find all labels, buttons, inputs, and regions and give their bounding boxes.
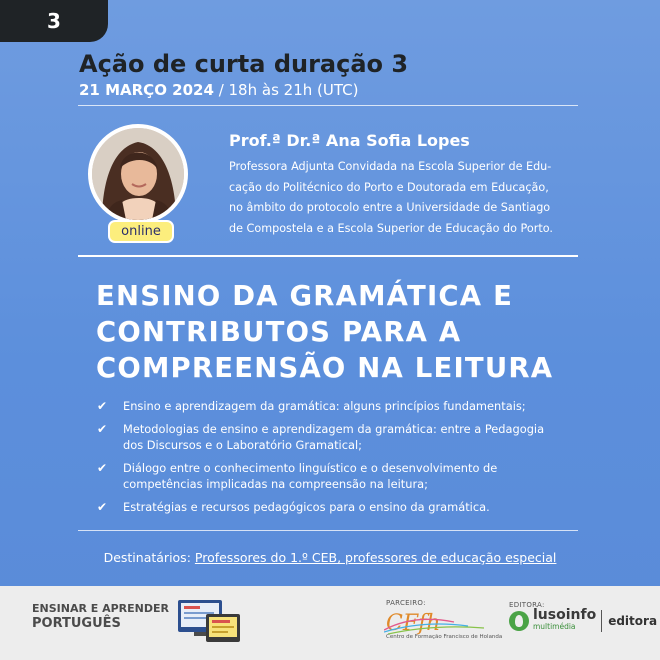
date-line — [79, 81, 358, 99]
speaker-bio-line: no âmbito do protocolo entre a Universidade de Santiago — [229, 201, 551, 214]
brand-line: PORTUGUÊS — [32, 616, 121, 631]
event-time: 18h às 21h (UTC) — [228, 81, 359, 99]
partner-label: PARCEIRO: — [386, 599, 426, 607]
avatar-photo — [92, 128, 184, 220]
divider-middle — [78, 255, 578, 257]
date-separator: / — [213, 81, 229, 99]
list-item — [97, 460, 567, 492]
publisher-wordmark — [533, 607, 597, 632]
check-icon: ✔ — [97, 461, 108, 475]
publisher-sub: multimédia — [533, 622, 576, 631]
check-icon: ✔ — [97, 422, 108, 436]
topic-text: Metodologias de ensino e aprendizagem da gramática: entre a Pedagogia dos Discursos e o Laboratório Gramatical; — [123, 422, 545, 452]
speaker-bio-line: cação do Politécnico do Porto e Doutorada em Educação, — [229, 180, 549, 194]
event-date: 21 MARÇO 2024 — [79, 81, 214, 99]
publisher-name: lusoinfo — [533, 607, 597, 623]
topic-list — [97, 398, 567, 522]
divider-top — [78, 105, 578, 106]
course-title-line: COMPREENSÃO NA LEITURA — [96, 352, 554, 384]
course-title — [96, 278, 636, 386]
partner-logo-text: CFfh — [386, 611, 441, 636]
speaker-bio-line: Professora Adjunta Convidada na Escola Superior de Edu- — [229, 160, 552, 173]
topic-text: Ensino e aprendizagem da gramática: alguns princípios fundamentais; — [123, 399, 526, 413]
publisher-divider — [601, 610, 602, 632]
publisher-label: EDITORA: — [509, 601, 545, 609]
session-number-tab — [0, 0, 108, 42]
lusoinfo-logo-icon — [509, 611, 529, 631]
online-badge: online — [108, 220, 174, 243]
publisher-logo — [509, 607, 658, 632]
speaker-avatar — [88, 124, 188, 224]
speaker-name: Prof.ª Dr.ª Ana Sofia Lopes — [229, 131, 470, 150]
partner-logo — [384, 608, 494, 648]
footer — [0, 586, 660, 660]
speaker-bio — [229, 157, 581, 239]
check-icon: ✔ — [97, 399, 108, 413]
computer-screens-icon — [176, 598, 242, 650]
divider-bottom — [78, 530, 578, 531]
audience-value: Professores do 1.º CEB, professores de educação especial — [194, 550, 557, 565]
course-title-line: ENSINO DA GRAMÁTICA E — [96, 280, 514, 312]
brand-line: ENSINAR E APRENDER — [32, 602, 169, 615]
audience-line — [0, 550, 660, 565]
course-title-line: CONTRIBUTOS PARA A — [96, 316, 462, 348]
publisher-suffix: editora — [608, 614, 658, 628]
check-icon: ✔ — [97, 500, 108, 514]
list-item — [97, 499, 567, 515]
session-number: 3 — [47, 9, 61, 33]
speaker-bio-line: de Compostela e a Escola Superior de Educação do Porto. — [229, 221, 553, 235]
partner-name: Centro de Formação Francisco de Holanda — [386, 634, 503, 640]
topic-text: Diálogo entre o conhecimento linguístico e o desenvolvimento de competências implicadas na compreensão na leitura; — [123, 461, 498, 491]
list-item — [97, 421, 567, 453]
brand-wordmark — [32, 601, 169, 631]
list-item — [97, 398, 567, 414]
action-title: Ação de curta duração 3 — [79, 50, 409, 78]
audience-label: Destinatários: — [103, 550, 195, 565]
topic-text: Estratégias e recursos pedagógicos para o ensino da gramática. — [123, 500, 490, 514]
